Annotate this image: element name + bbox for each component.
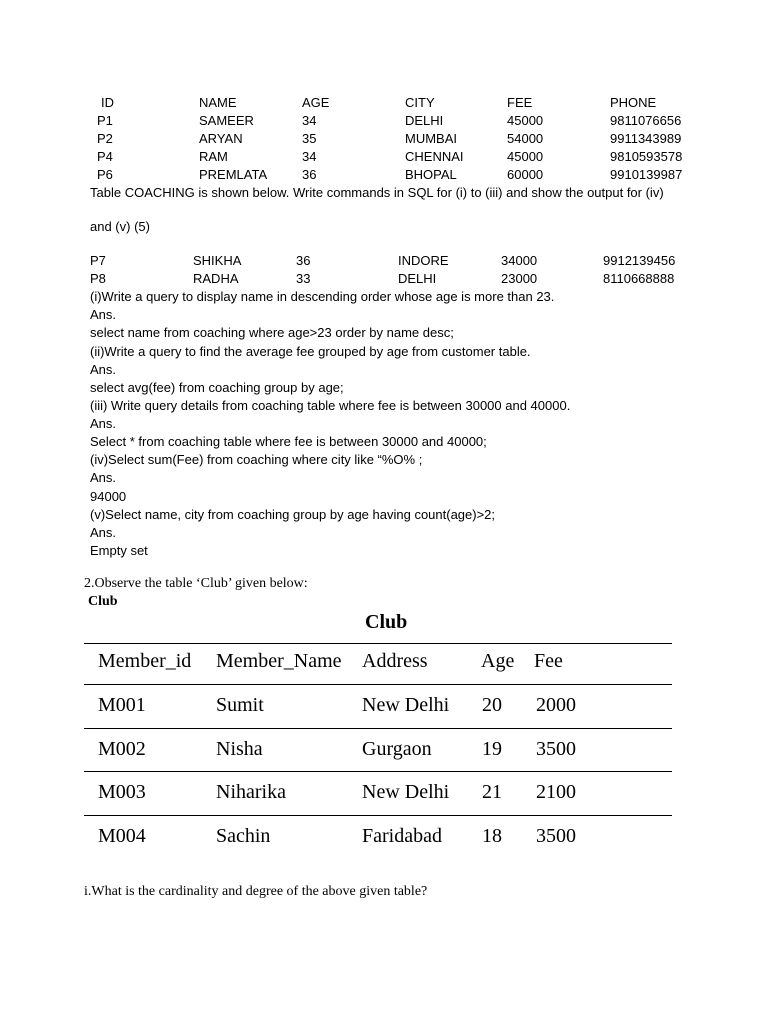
question-i: i.What is the cardinality and degree of the above given table? [84,884,428,899]
club-header-fee: Fee [534,650,563,672]
qa-line: Ans. [90,362,117,377]
qa-line: (iii) Write query details from coaching table where fee is between 30000 and 40000. [90,398,571,413]
qa-line: (iv)Select sum(Fee) from coaching where city like “%O% ; [90,452,423,467]
coaching-cell: P6 [97,167,113,182]
coaching-cell: P7 [90,253,106,268]
qa-line: Ans. [90,307,117,322]
coaching-cell: DELHI [405,113,444,128]
coaching-cell: DELHI [398,271,437,286]
club-table-rule [84,643,672,644]
coaching-cell: 9910139987 [610,167,683,182]
club-cell: 20 [482,694,502,716]
coaching-cell: MUMBAI [405,131,457,146]
club-cell: 3500 [536,825,576,847]
coaching-cell: 9912139456 [603,253,676,268]
qa-line: (ii)Write a query to find the average fee grouped by age from customer table. [90,344,531,359]
club-cell: Gurgaon [362,738,432,760]
club-header-address: Address [362,650,428,672]
coaching-cell: 9911343989 [610,131,682,146]
club-cell: 2000 [536,694,576,716]
club-cell: Niharika [216,781,286,803]
club-table-rule [84,684,672,685]
coaching-cell: 23000 [501,271,538,286]
club-cell: New Delhi [362,694,450,716]
question2-club-label: Club [88,594,118,609]
club-cell: Faridabad [362,825,442,847]
club-cell: M004 [98,825,146,847]
coaching-header-id: ID [101,95,114,110]
qa-line: Ans. [90,470,117,485]
coaching-cell: P8 [90,271,106,286]
qa-line: Empty set [90,543,148,558]
coaching-cell: 60000 [507,167,544,182]
coaching-cell: SHIKHA [193,253,242,268]
coaching-cell: RAM [199,149,228,164]
club-cell: M002 [98,738,146,760]
club-cell: 18 [482,825,502,847]
coaching-cell: RADHA [193,271,239,286]
club-table-rule [84,771,672,772]
question2-heading: 2.Observe the table ‘Club’ given below: [84,576,308,591]
coaching-cell: 45000 [507,149,544,164]
club-cell: M001 [98,694,146,716]
club-table-rule [84,728,672,729]
qa-line: Ans. [90,416,117,431]
coaching-cell: BHOPAL [405,167,457,182]
coaching-cell: CHENNAI [405,149,464,164]
coaching-cell: SAMEER [199,113,254,128]
coaching-cell: INDORE [398,253,449,268]
coaching-cell: 8110668888 [603,271,675,286]
coaching-cell: 36 [296,253,311,268]
club-cell: 2100 [536,781,576,803]
club-header-age: Age [481,650,515,672]
coaching-cell: 54000 [507,131,544,146]
coaching-header-fee: FEE [507,95,533,110]
club-cell: Sachin [216,825,271,847]
coaching-cell: 9810593578 [610,149,683,164]
coaching-cell: 45000 [507,113,544,128]
coaching-cell: P1 [97,113,113,128]
club-header-member-id: Member_id [98,650,192,672]
qa-line: (i)Write a query to display name in descending order whose age is more than 23. [90,289,555,304]
club-header-member-name: Member_Name [216,650,342,672]
coaching-cell: P4 [97,149,113,164]
coaching-cell: 34 [302,149,317,164]
club-cell: M003 [98,781,146,803]
coaching-header-city: CITY [405,95,435,110]
qa-line: select name from coaching where age>23 order by name desc; [90,325,454,340]
coaching-cell: P2 [97,131,113,146]
question1-intro-line2: and (v) (5) [90,219,150,234]
qa-line: Ans. [90,525,117,540]
qa-line: 94000 [90,489,127,504]
coaching-header-name: NAME [199,95,237,110]
coaching-cell: 36 [302,167,317,182]
club-cell: 19 [482,738,502,760]
qa-line: (v)Select name, city from coaching group by age having count(age)>2; [90,507,496,522]
club-cell: 21 [482,781,502,803]
coaching-cell: 33 [296,271,311,286]
club-cell: 3500 [536,738,576,760]
coaching-cell: 34 [302,113,317,128]
question1-intro-line1: Table COACHING is shown below. Write commands in SQL for (i) to (iii) and show the output for (iv) [90,185,664,200]
coaching-cell: PREMLATA [199,167,268,182]
club-cell: Sumit [216,694,264,716]
club-table-title: Club [365,611,408,633]
club-table-rule [84,815,672,816]
club-cell: Nisha [216,738,263,760]
coaching-cell: ARYAN [199,131,243,146]
coaching-cell: 35 [302,131,317,146]
coaching-cell: 34000 [501,253,538,268]
qa-line: Select * from coaching table where fee is between 30000 and 40000; [90,434,487,449]
coaching-header-age: AGE [302,95,330,110]
coaching-cell: 9811076656 [610,113,682,128]
club-cell: New Delhi [362,781,450,803]
qa-line: select avg(fee) from coaching group by age; [90,380,344,395]
coaching-header-phone: PHONE [610,95,657,110]
